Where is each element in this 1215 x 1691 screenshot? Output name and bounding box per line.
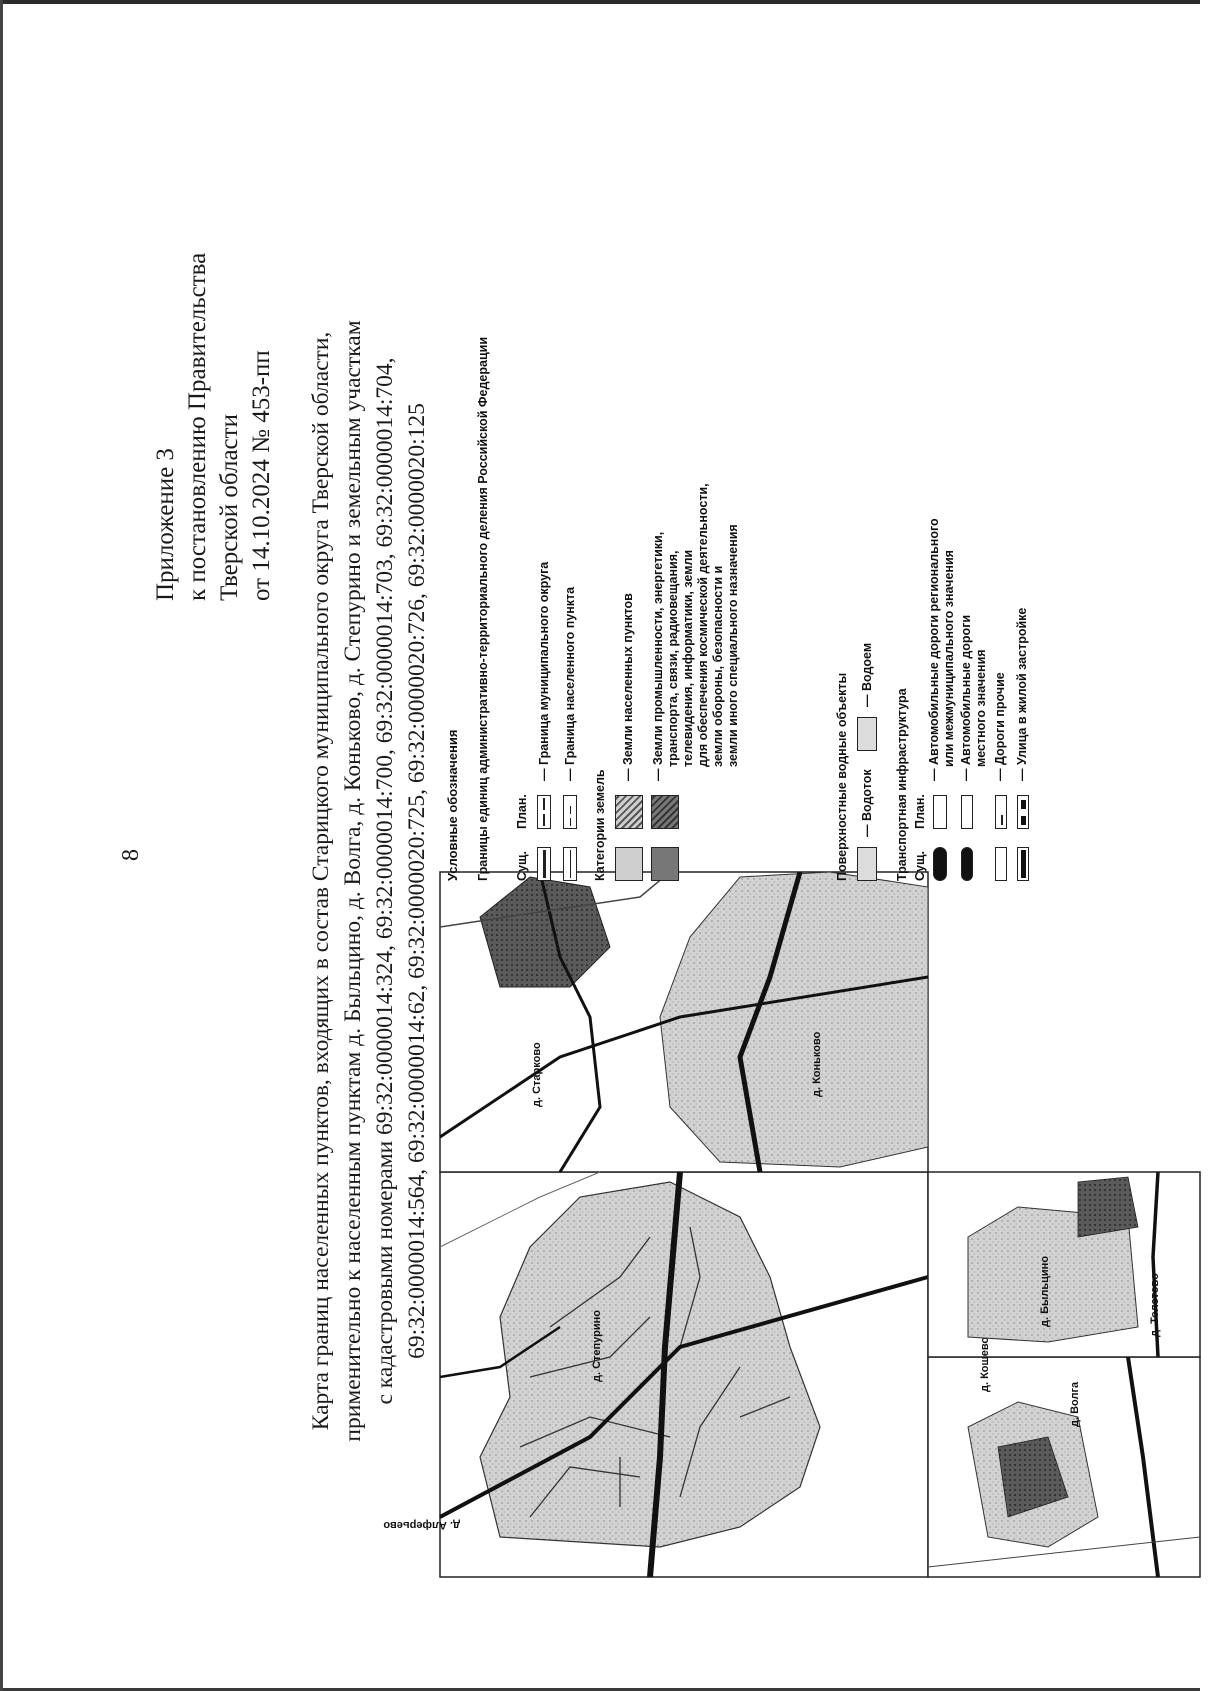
appendix-line-3: Тверской области xyxy=(216,414,243,601)
legend-local-roads: — Автомобильные дороги местного значения xyxy=(959,614,988,781)
page-number: 8 xyxy=(118,849,144,861)
legend-industrial-lands: — Земли промышленности, энергетики, транспорта, связи, радиовещания, телевидения, информатики, земли для обеспечения космической деятельности, земли обороны, безопасности и земли иного специального назначения xyxy=(651,483,740,781)
label-volga: д. Волга xyxy=(1069,1381,1081,1427)
legend-col-planned: План. xyxy=(515,794,529,829)
legend-stream: — Водоток xyxy=(860,769,874,837)
legend-part-2 xyxy=(835,91,1215,881)
appendix-block xyxy=(150,253,278,601)
swatch-settlement-existing xyxy=(563,847,577,881)
title-line-3: с кадастровыми номерами 69:32:0000014:324, 69:32:0000014:700, 69:32:0000014:703, 69:32:0000014:704, xyxy=(372,357,398,1405)
swatch-stream xyxy=(857,847,877,881)
legend-settlement-boundary: — Граница населенного пункта xyxy=(563,586,577,781)
appendix-line-2: к постановлению Правительства xyxy=(184,252,211,601)
label-tolstoe: д. Толстово xyxy=(1149,1273,1161,1337)
label-konkovo: д. Коньково xyxy=(811,1031,823,1097)
legend-reservoir: — Водоем xyxy=(860,642,874,707)
legend-water-header: Поверхностные водные объекты xyxy=(835,672,849,881)
swatch-settlement-lands-planned xyxy=(615,795,643,829)
label-alferevo: д. Алферьево xyxy=(383,1519,460,1531)
appendix-line-1: Приложение 3 xyxy=(152,448,179,601)
legend-transport-header: Транспортная инфраструктура xyxy=(895,688,909,881)
swatch-residential-street-existing xyxy=(1017,847,1029,881)
legend-other-roads: — Дороги прочие xyxy=(993,672,1007,781)
swatch-municipal-existing xyxy=(537,847,551,881)
swatch-local-road-existing xyxy=(961,847,973,881)
appendix-line-4: от 14.10.2024 № 453-пп xyxy=(248,350,275,601)
label-stepurino: д. Степурино xyxy=(591,1309,603,1382)
legend-municipal-boundary: — Граница муниципального округа xyxy=(537,561,551,781)
legend-transport-col-existing: Сущ. xyxy=(913,851,927,881)
legend-settlement-lands: — Земли населенных пунктов xyxy=(621,593,635,781)
swatch-reservoir xyxy=(857,717,877,751)
swatch-local-road-planned xyxy=(961,795,973,829)
title-line-2: применительно к населенным пунктам д. Быльцино, д. Волга, д. Коньково, д. Степурино и земельным участкам xyxy=(340,320,366,1442)
title-line-4: 69:32:0000014:564, 69:32:0000014:62, 69:32:0000020:725, 69:32:0000020:726, 69:32:0000020:125 xyxy=(404,403,430,1359)
small-panels-svg xyxy=(928,1172,1200,1577)
swatch-settlement-lands-existing xyxy=(615,847,643,881)
swatch-industrial-planned xyxy=(651,795,679,829)
label-starkovo: д. Старково xyxy=(531,1042,543,1107)
title-line-1: Карта границ населенных пунктов, входящих в состав Старицкого муниципального округа Тверской области, xyxy=(308,331,334,1431)
legend xyxy=(445,91,835,881)
swatch-regional-road-planned xyxy=(933,795,947,829)
map-title xyxy=(305,191,433,1571)
legend-land-categories-header: Категории земель xyxy=(593,769,607,881)
swatch-municipal-planned xyxy=(537,795,551,829)
swatch-other-road-planned xyxy=(995,795,1007,829)
small-panels xyxy=(928,1172,1200,1577)
legend-regional-roads: — Автомобильные дороги регионального или межмуниципального значения xyxy=(927,518,956,781)
label-koshevo: д. Кошево xyxy=(979,1336,991,1392)
legend-boundaries-header: Границы единиц административно-территориального деления Российской Федерации xyxy=(476,336,490,881)
legend-residential-street: — Улица в жилой застройке xyxy=(1015,607,1029,781)
swatch-other-road-existing xyxy=(995,847,1007,881)
legend-title: Условные обозначения xyxy=(445,729,460,881)
swatch-industrial-existing xyxy=(651,847,679,881)
swatch-residential-street-planned xyxy=(1017,795,1029,829)
swatch-settlement-planned xyxy=(563,795,577,829)
legend-transport-col-planned: План. xyxy=(913,794,927,829)
swatch-regional-road-existing xyxy=(933,847,947,881)
label-bylcino: д. Быльцино xyxy=(1039,1255,1051,1327)
legend-col-existing: Сущ. xyxy=(515,851,529,881)
